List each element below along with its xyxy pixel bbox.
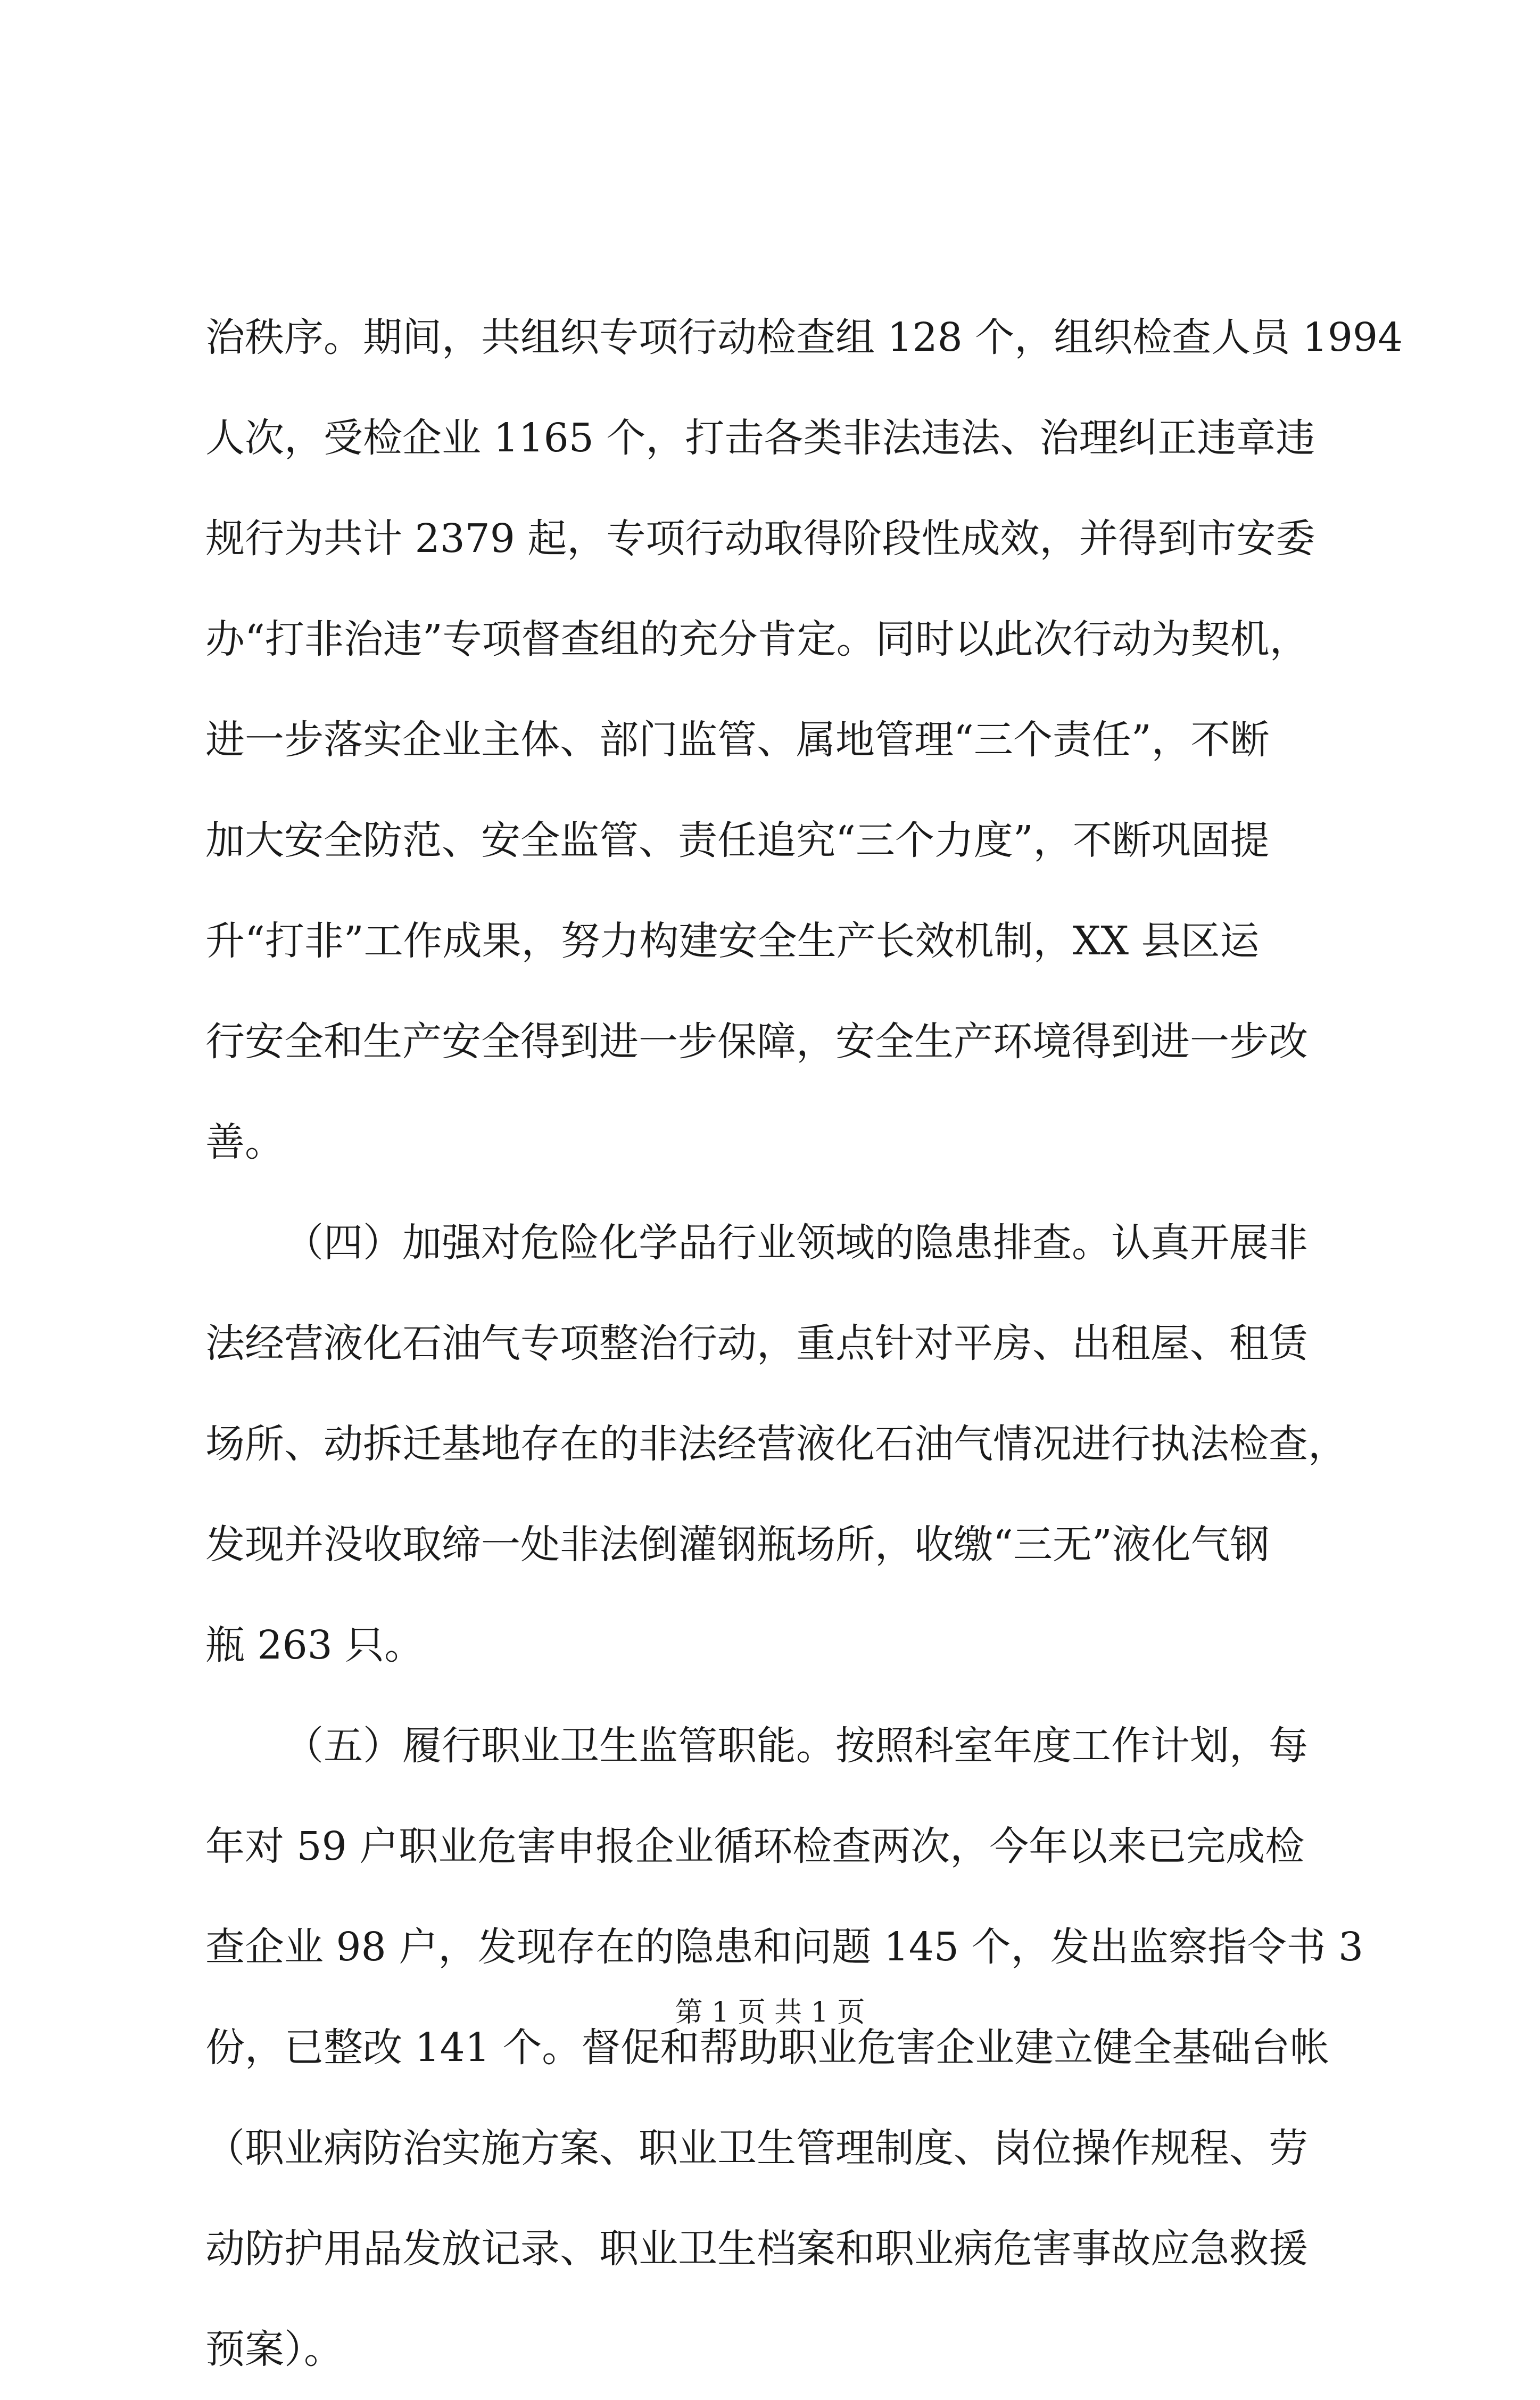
body-line: 行安全和生产安全得到进一步保障，安全生产环境得到进一步改: [205, 1019, 1308, 1065]
body-line: 法经营液化石油气专项整治行动，重点针对平房、出租屋、租赁: [205, 1321, 1308, 1366]
body-line: 加大安全防范、安全监管、责任追究“三个力度”，不断巩固提: [205, 818, 1270, 863]
body-line: 预案）。: [205, 2327, 343, 2372]
body-line: 份，已整改 141 个。督促和帮助职业危害企业建立健全基础台帐: [205, 2025, 1330, 2071]
body-line: 办“打非治违”专项督查组的充分肯定。同时以此次行动为契机，: [205, 616, 1309, 662]
document-body: [205, 287, 1403, 2400]
body-line: 进一步落实企业主体、部门监管、属地管理“三个责任”，不断: [205, 717, 1270, 763]
body-line: 场所、动拆迁基地存在的非法经营液化石油气情况进行执法检查，: [205, 1421, 1347, 1467]
body-line: （职业病防治实施方案、职业卫生管理制度、岗位操作规程、劳: [205, 2125, 1308, 2171]
body-line: 治秩序。期间，共组织专项行动检查组 128 个，组织检查人员 1994: [205, 315, 1403, 360]
section-heading-line: （四）加强对危险化学品行业领域的隐患排查。认真开展非: [284, 1220, 1308, 1266]
body-line: 规行为共计 2379 起，专项行动取得阶段性成效，并得到市安委: [205, 516, 1315, 562]
page-footer: [0, 1990, 1540, 2030]
section-heading-line: （五）履行职业卫生监管职能。按照科室年度工作计划，每: [284, 1723, 1308, 1769]
body-line: 瓶 263 只。: [205, 1622, 424, 1668]
body-line: 升“打非”工作成果，努力构建安全生产长效机制，XX 县区运: [205, 918, 1260, 964]
page-number-label: 第 1 页 共 1 页: [675, 1997, 865, 2028]
body-line: 人次，受检企业 1165 个，打击各类非法违法、治理纠正违章违: [205, 415, 1315, 461]
body-line: 动防护用品发放记录、职业卫生档案和职业病危害事故应急救援: [205, 2226, 1308, 2272]
body-line: 善。: [205, 1119, 284, 1165]
body-line: 查企业 98 户，发现存在的隐患和问题 145 个，发出监察指令书 3: [205, 1924, 1364, 1970]
body-line: 年对 59 户职业危害申报企业循环检查两次，今年以来已完成检: [205, 1824, 1305, 1869]
body-line: 发现并没收取缔一处非法倒灌钢瓶场所，收缴“三无”液化气钢: [205, 1522, 1270, 1568]
